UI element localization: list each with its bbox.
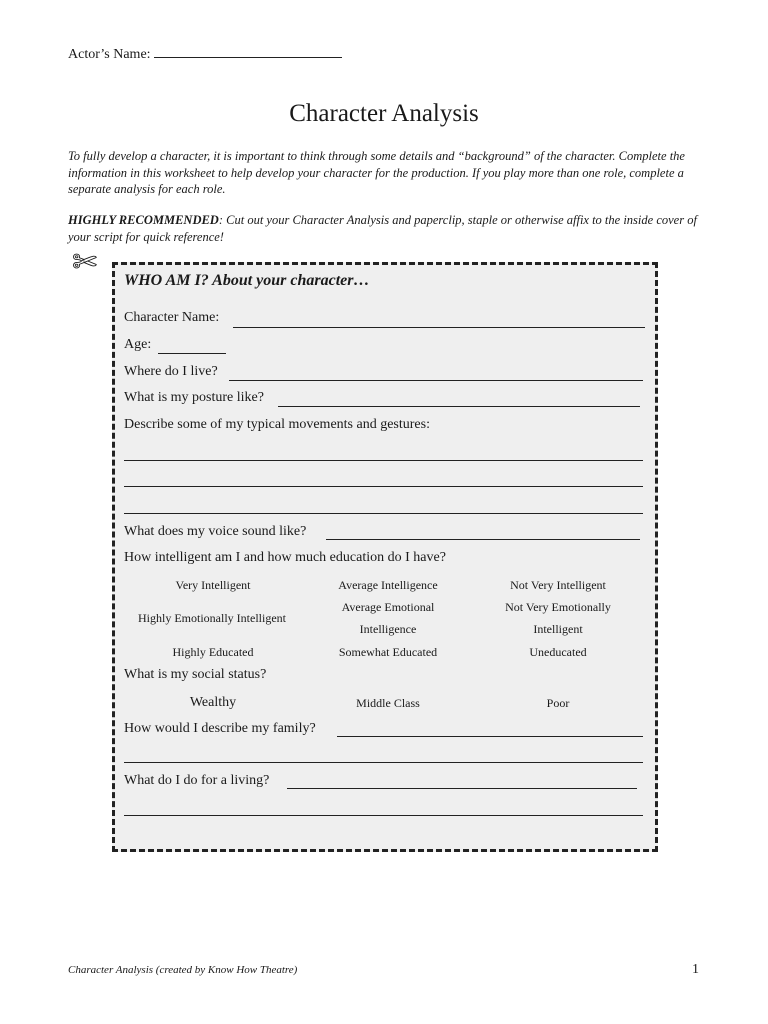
character-name-label: Character Name:	[124, 310, 220, 325]
posture-line[interactable]	[278, 406, 640, 407]
intro-text: To fully develop a character, it is important to think through some details and “background” of the character. Complete the information in this worksheet to help develop your character for the production. If you play more than one role, complete a separate analysis for each role.	[68, 149, 685, 196]
age-line[interactable]	[158, 353, 226, 354]
family-question: How would I describe my family?	[124, 721, 316, 736]
scissors-icon: ✄	[72, 245, 98, 280]
option-average-emotional-intelligence[interactable]: Average Emotional Intelligence	[341, 600, 435, 636]
page-title: Character Analysis	[289, 100, 479, 127]
page-number: 1	[692, 962, 699, 977]
character-analysis-box	[112, 262, 658, 852]
option-poor[interactable]: Poor	[546, 696, 570, 710]
where-live-line[interactable]	[229, 380, 643, 381]
age-label: Age:	[124, 337, 152, 352]
posture-label: What is my posture like?	[124, 390, 264, 405]
option-highly-educated[interactable]: Highly Educated	[172, 645, 254, 659]
recommendation-text	[68, 212, 718, 245]
social-status-question: What is my social status?	[124, 667, 267, 682]
footer-credit: Character Analysis (created by Know How Theatre)	[68, 964, 298, 976]
movements-line-2[interactable]	[124, 486, 643, 487]
option-somewhat-educated[interactable]: Somewhat Educated	[338, 645, 438, 659]
living-line-1[interactable]	[287, 788, 637, 789]
where-live-label: Where do I live?	[124, 364, 218, 379]
voice-line[interactable]	[326, 539, 640, 540]
actor-name-field[interactable]	[68, 47, 342, 63]
actor-name-label: Actor’s Name:	[68, 47, 151, 62]
recommendation-body: : Cut out your Character Analysis and paperclip, staple or otherwise affix to the inside cover of your script for quick reference!	[68, 213, 697, 244]
option-not-very-emotionally-intelligent[interactable]: Not Very Emotionally Intelligent	[505, 600, 611, 636]
actor-name-blank[interactable]	[154, 57, 342, 58]
option-not-very-intelligent[interactable]: Not Very Intelligent	[510, 578, 606, 592]
family-line-2[interactable]	[124, 762, 643, 763]
intelligence-question: How intelligent am I and how much education do I have?	[124, 550, 446, 565]
movements-line-3[interactable]	[124, 513, 643, 514]
family-line-1[interactable]	[337, 736, 643, 737]
option-wealthy[interactable]: Wealthy	[189, 695, 237, 710]
living-question: What do I do for a living?	[124, 773, 270, 788]
option-highly-emotionally-intelligent[interactable]: Highly Emotionally Intelligent	[138, 611, 286, 625]
option-average-intelligence[interactable]: Average Intelligence	[338, 578, 438, 592]
voice-label: What does my voice sound like?	[124, 524, 307, 539]
option-very-intelligent[interactable]: Very Intelligent	[175, 578, 251, 592]
box-heading: WHO AM I? About your character…	[124, 272, 370, 289]
movements-label: Describe some of my typical movements and gestures:	[124, 417, 430, 432]
recommendation-label: HIGHLY RECOMMENDED	[68, 213, 219, 227]
character-name-line[interactable]	[233, 327, 645, 328]
movements-line-1[interactable]	[124, 460, 643, 461]
living-line-2[interactable]	[124, 815, 643, 816]
option-uneducated[interactable]: Uneducated	[529, 645, 587, 659]
option-middle-class[interactable]: Middle Class	[356, 696, 420, 710]
